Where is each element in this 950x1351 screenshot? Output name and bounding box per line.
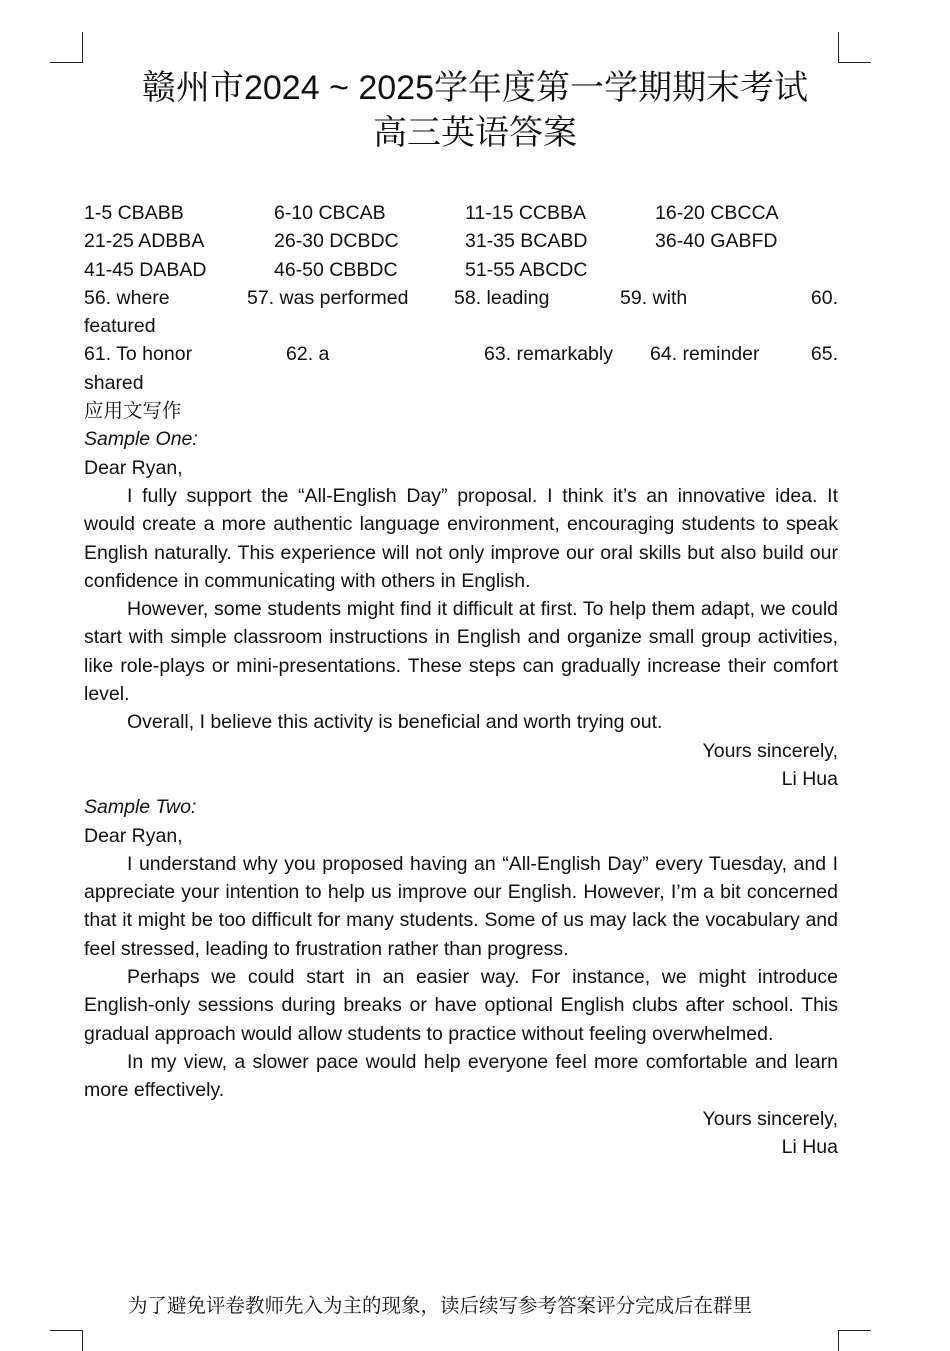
document-title: 赣州市2024 ~ 2025学年度第一学期期末考试 [141, 69, 809, 107]
answer-row [84, 256, 838, 284]
sample-two-signature: Li Hua [781, 1135, 838, 1158]
sample-one-label: Sample One: [84, 428, 198, 451]
crop-mark-top-right [838, 32, 871, 63]
grammar-answer: 63. remarkably [484, 343, 613, 366]
sample-two-closing: Yours sincerely, [702, 1107, 838, 1130]
answer-group: 31-35 BCABD [465, 230, 588, 253]
grammar-answer: 60. [810, 286, 838, 309]
answer-group: 46-50 CBBDC [274, 258, 398, 281]
sample-one-paragraph: However, some students might find it difficult at first. To help them adapt, we could start with simple classroom instructions in English and organize small group activities, like role-plays or mini-presentations. These steps can gradually increase their comfort level. [84, 598, 838, 706]
sample-one-paragraph: I fully support the “All-English Day” proposal. I think it’s an innovative idea. It would create a more authentic language environment, encouraging students to speak English naturally. This experience will not only improve our oral skills but also build our confidence in communicating with others in English. [84, 484, 838, 592]
answer-group: 51-55 ABCDC [465, 258, 588, 281]
grammar-answer: 56. where [84, 286, 170, 309]
grammar-answer-row [84, 340, 838, 368]
section-title: 应用文写作 [84, 400, 182, 423]
sample-two-paragraph: In my view, a slower pace would help everyone feel more comfortable and learn more effectively. [84, 1050, 838, 1102]
grammar-answer-row [84, 284, 838, 312]
answer-row [84, 199, 838, 227]
grammar-answer: 59. with [620, 286, 688, 309]
sample-one-signature: Li Hua [781, 767, 838, 790]
answer-group: 16-20 CBCCA [655, 202, 779, 224]
sample-two-greeting: Dear Ryan, [84, 824, 183, 847]
sample-two-paragraph: I understand why you proposed having an “All-English Day” every Tuesday, and I appreciate your intention to help us improve our English. However, I’m a bit concerned that it might be too difficult for many students. Some of us may lack the vocabulary and feel stressed, leading to frustration rather than progress. [84, 852, 838, 960]
grammar-answer: 65. [810, 343, 838, 366]
answer-group: 21-25 ADBBA [84, 230, 205, 253]
answer-group: 11-15 CCBBA [465, 202, 587, 224]
answer-content [84, 199, 838, 1161]
answer-group: 36-40 GABFD [655, 230, 778, 253]
footer-note: 为了避免评卷教师先入为主的现象，读后续写参考答案评分完成后在群里 [128, 1295, 753, 1317]
sample-one-paragraph: Overall, I believe this activity is beneficial and worth trying out. [127, 711, 663, 734]
grammar-answer: 57. was performed [247, 286, 409, 309]
grammar-answer: 61. To honor [84, 343, 193, 366]
answer-group: 26-30 DCBDC [274, 230, 399, 253]
sample-two-paragraph: Perhaps we could start in an easier way. For instance, we might introduce English-only sessions during breaks or have optional English clubs after school. This gradual approach would allow students to practice without feeling overwhelmed. [84, 966, 838, 1045]
sample-two-label: Sample Two: [84, 796, 197, 819]
answer-group: 1-5 CBABB [84, 202, 184, 224]
grammar-answer: 62. a [286, 343, 330, 366]
grammar-answer-wrap: shared [84, 371, 144, 394]
grammar-answer-wrap: featured [84, 315, 156, 338]
document-subtitle: 高三英语答案 [373, 114, 577, 152]
crop-mark-top-left [50, 32, 83, 63]
answer-row [84, 227, 838, 255]
crop-mark-bottom-right [838, 1330, 871, 1351]
sample-one-closing: Yours sincerely, [702, 739, 838, 762]
grammar-answer: 64. reminder [650, 343, 760, 366]
crop-mark-bottom-left [50, 1330, 83, 1351]
answer-group: 6-10 CBCAB [274, 202, 386, 224]
answer-group: 41-45 DABAD [84, 258, 207, 281]
grammar-answer: 58. leading [454, 286, 550, 309]
sample-one-greeting: Dear Ryan, [84, 456, 183, 479]
